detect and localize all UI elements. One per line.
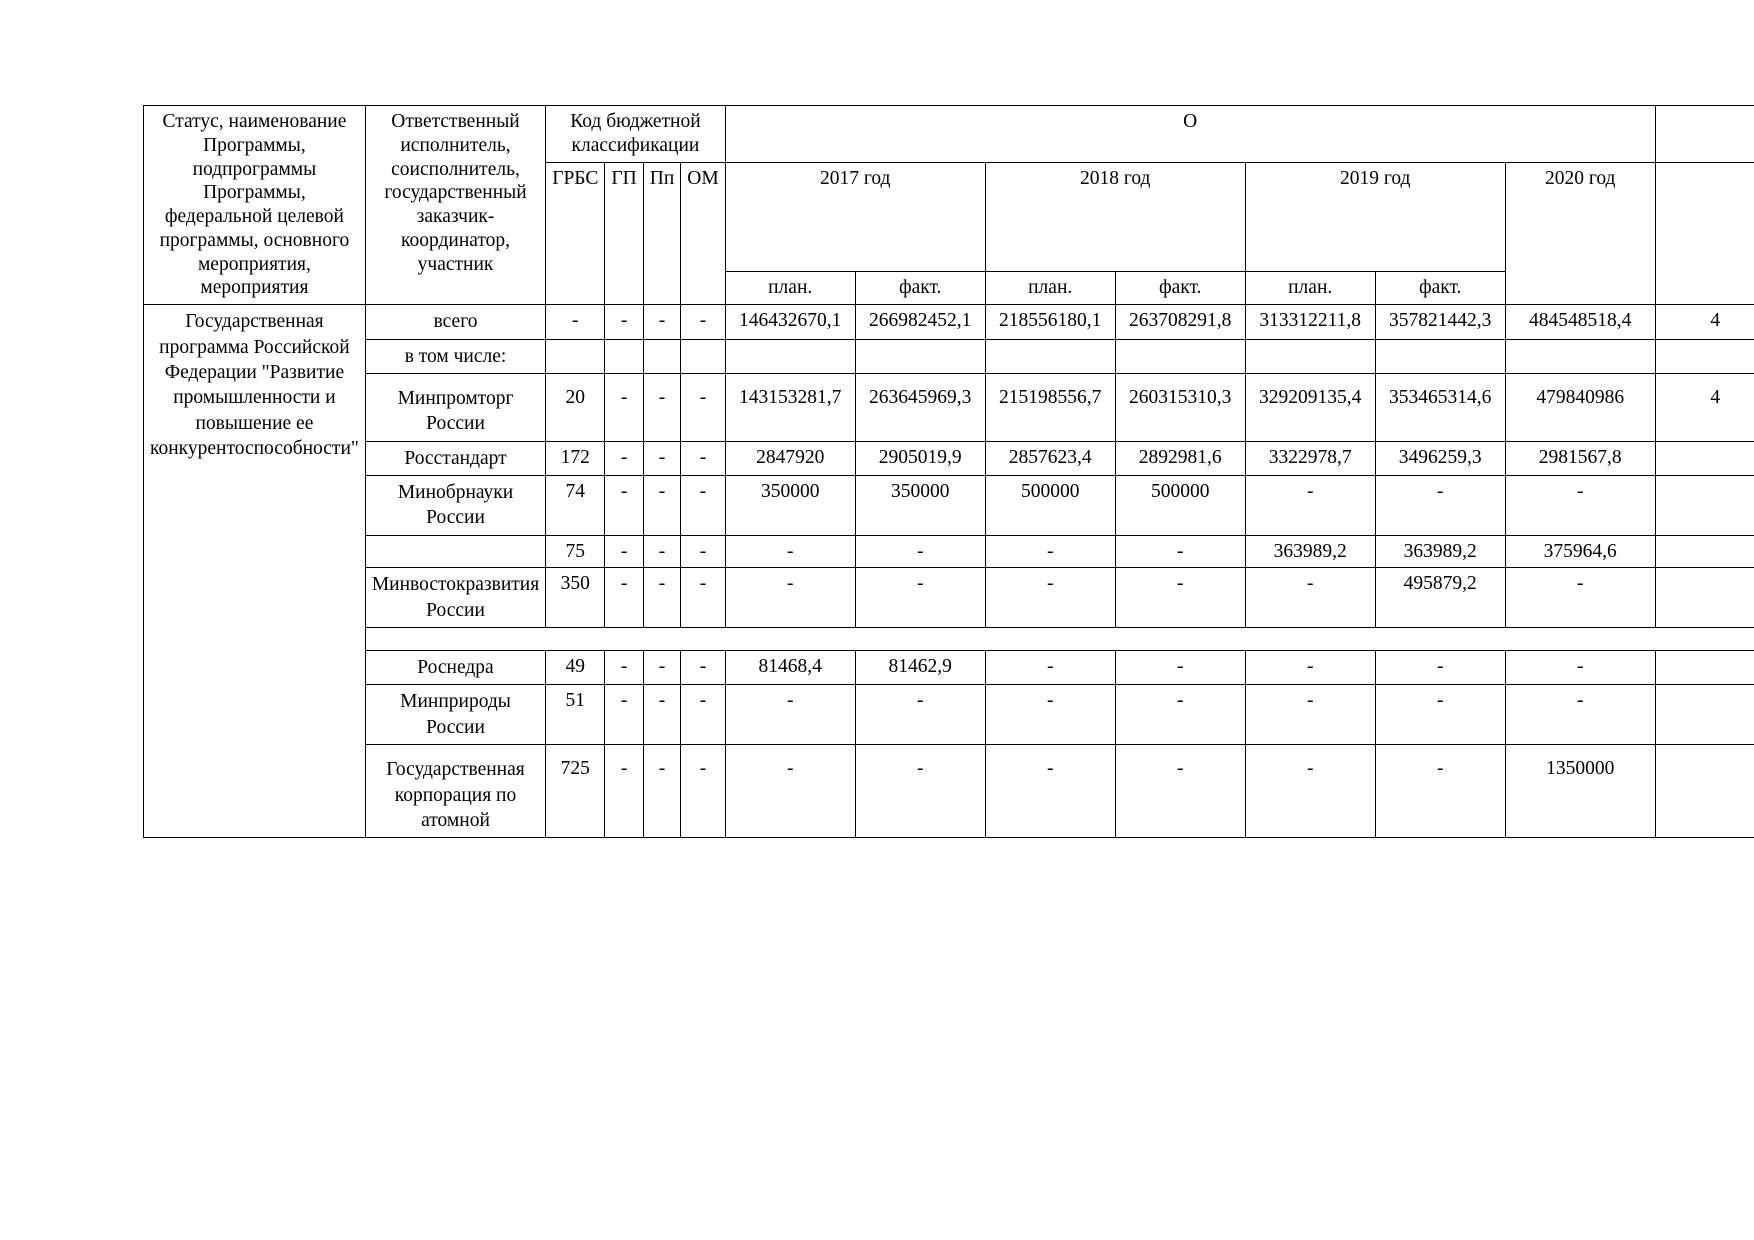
budget-table-container <box>143 105 1754 838</box>
cell-2019-fact: - <box>1375 475 1505 535</box>
cell-2018-plan: 215198556,7 <box>985 373 1115 441</box>
cell-2018-fact: 260315310,3 <box>1115 373 1245 441</box>
cell-2017-plan: - <box>725 745 855 838</box>
cell-executor: Минприроды России <box>365 685 545 745</box>
cell-tail <box>1655 535 1754 568</box>
cell-tail <box>1655 745 1754 838</box>
cell-2019-plan: 313312211,8 <box>1245 305 1375 339</box>
cell-executor: Минпромторг России <box>365 373 545 441</box>
cell-executor: Минобрнауки России <box>365 475 545 535</box>
cell-2017-plan: - <box>725 568 855 628</box>
cell-tail <box>1655 685 1754 745</box>
cell-2019-fact: - <box>1375 745 1505 838</box>
cell-2019-plan: - <box>1245 475 1375 535</box>
cell-2019-plan: - <box>1245 651 1375 685</box>
cell-2018-plan: - <box>985 568 1115 628</box>
cell-2020: 484548518,4 <box>1505 305 1655 339</box>
cell-2017-plan: 143153281,7 <box>725 373 855 441</box>
header-executor: Ответственный исполнитель, соисполнитель, государственный заказчик-координатор, участник <box>365 106 545 305</box>
table-row <box>144 745 1754 838</box>
cell-2017-fact: 263645969,3 <box>855 373 985 441</box>
cell-2017-plan <box>725 339 855 373</box>
cell-om <box>681 339 725 373</box>
cell-om: - <box>681 305 725 339</box>
cell-2019-plan: 363989,2 <box>1245 535 1375 568</box>
cell-2018-plan: - <box>985 535 1115 568</box>
cell-om: - <box>681 441 725 475</box>
cell-gp: - <box>605 745 643 838</box>
cell-program-status: Государственная программа Российской Федерации "Развитие промышленности и повышение ее конкурентоспособности" <box>144 305 366 838</box>
cell-tail: 4 <box>1655 305 1754 339</box>
header-year-2018: 2018 год <box>985 162 1245 272</box>
cell-om: - <box>681 685 725 745</box>
cell-gp: - <box>605 305 643 339</box>
cell-executor: всего <box>365 305 545 339</box>
header-spend-title-tail <box>1655 106 1754 163</box>
cell-2017-fact: 350000 <box>855 475 985 535</box>
cell-grbs: 74 <box>546 475 605 535</box>
cell-grbs <box>546 339 605 373</box>
cell-gp: - <box>605 568 643 628</box>
cell-pp: - <box>643 535 681 568</box>
table-row <box>144 651 1754 685</box>
cell-executor <box>365 535 545 568</box>
header-2017-fact: факт. <box>855 272 985 305</box>
cell-pp <box>643 339 681 373</box>
cell-grbs: 172 <box>546 441 605 475</box>
cell-executor: Государственная корпорация по атомной <box>365 745 545 838</box>
cell-pp: - <box>643 685 681 745</box>
cell-tail <box>1655 568 1754 628</box>
cell-2019-plan <box>1245 339 1375 373</box>
cell-om: - <box>681 535 725 568</box>
cell-2020 <box>1505 339 1655 373</box>
header-year-2019: 2019 год <box>1245 162 1505 272</box>
cell-2017-plan: - <box>725 535 855 568</box>
cell-2017-plan: 146432670,1 <box>725 305 855 339</box>
table-row <box>144 535 1754 568</box>
cell-tail <box>1655 441 1754 475</box>
cell-2020: 479840986 <box>1505 373 1655 441</box>
header-2018-plan: план. <box>985 272 1115 305</box>
cell-tail: 4 <box>1655 373 1754 441</box>
cell-2018-plan: - <box>985 745 1115 838</box>
table-row <box>144 373 1754 441</box>
spacer-cell <box>365 628 1754 651</box>
cell-pp: - <box>643 651 681 685</box>
cell-2019-fact: 353465314,6 <box>1375 373 1505 441</box>
cell-2020: 375964,6 <box>1505 535 1655 568</box>
cell-grbs: 75 <box>546 535 605 568</box>
cell-grbs: 725 <box>546 745 605 838</box>
cell-2019-fact: - <box>1375 685 1505 745</box>
cell-gp: - <box>605 441 643 475</box>
cell-2019-fact: 363989,2 <box>1375 535 1505 568</box>
cell-2017-plan: 350000 <box>725 475 855 535</box>
cell-2018-fact <box>1115 339 1245 373</box>
cell-2017-fact <box>855 339 985 373</box>
cell-2020: 1350000 <box>1505 745 1655 838</box>
cell-2019-plan: 329209135,4 <box>1245 373 1375 441</box>
cell-om: - <box>681 475 725 535</box>
cell-executor: Росстандарт <box>365 441 545 475</box>
cell-executor: в том числе: <box>365 339 545 373</box>
cell-2018-plan <box>985 339 1115 373</box>
cell-tail <box>1655 339 1754 373</box>
cell-2017-plan: - <box>725 685 855 745</box>
cell-2017-fact: - <box>855 535 985 568</box>
table-row <box>144 441 1754 475</box>
cell-2019-fact: 495879,2 <box>1375 568 1505 628</box>
cell-2018-fact: 500000 <box>1115 475 1245 535</box>
header-spend-title: О <box>725 106 1655 163</box>
cell-2019-fact <box>1375 339 1505 373</box>
cell-grbs: 350 <box>546 568 605 628</box>
header-2017-plan: план. <box>725 272 855 305</box>
cell-2019-plan: - <box>1245 568 1375 628</box>
cell-2018-plan: 500000 <box>985 475 1115 535</box>
header-year-2017: 2017 год <box>725 162 985 272</box>
cell-om: - <box>681 373 725 441</box>
cell-2018-plan: - <box>985 651 1115 685</box>
cell-pp: - <box>643 745 681 838</box>
cell-2018-fact: - <box>1115 685 1245 745</box>
cell-2017-fact: - <box>855 568 985 628</box>
cell-2018-fact: - <box>1115 535 1245 568</box>
cell-2018-fact: 263708291,8 <box>1115 305 1245 339</box>
table-row <box>144 475 1754 535</box>
cell-2018-plan: - <box>985 685 1115 745</box>
cell-gp: - <box>605 535 643 568</box>
header-kbk-title: Код бюджетной классификации <box>546 106 726 163</box>
cell-2020: - <box>1505 475 1655 535</box>
budget-table <box>143 105 1754 838</box>
cell-2020: - <box>1505 651 1655 685</box>
cell-grbs: 49 <box>546 651 605 685</box>
cell-2019-fact: 3496259,3 <box>1375 441 1505 475</box>
table-header <box>144 106 1754 305</box>
cell-2018-fact: - <box>1115 745 1245 838</box>
header-2018-fact: факт. <box>1115 272 1245 305</box>
cell-2019-plan: - <box>1245 685 1375 745</box>
cell-2019-plan: 3322978,7 <box>1245 441 1375 475</box>
cell-2017-plan: 2847920 <box>725 441 855 475</box>
cell-pp: - <box>643 441 681 475</box>
cell-gp: - <box>605 373 643 441</box>
cell-pp: - <box>643 568 681 628</box>
cell-pp: - <box>643 475 681 535</box>
cell-om: - <box>681 745 725 838</box>
cell-gp <box>605 339 643 373</box>
cell-2017-fact: - <box>855 745 985 838</box>
table-body <box>144 305 1754 838</box>
table-row <box>144 685 1754 745</box>
cell-2020: - <box>1505 685 1655 745</box>
cell-tail <box>1655 475 1754 535</box>
cell-pp: - <box>643 305 681 339</box>
cell-grbs: - <box>546 305 605 339</box>
cell-2019-fact: 357821442,3 <box>1375 305 1505 339</box>
cell-2018-fact: 2892981,6 <box>1115 441 1245 475</box>
cell-2017-plan: 81468,4 <box>725 651 855 685</box>
header-kbk-grbs: ГРБС <box>546 162 605 305</box>
header-2019-fact: факт. <box>1375 272 1505 305</box>
cell-om: - <box>681 651 725 685</box>
header-kbk-pp: Пп <box>643 162 681 305</box>
cell-2017-fact: 81462,9 <box>855 651 985 685</box>
cell-grbs: 20 <box>546 373 605 441</box>
cell-gp: - <box>605 651 643 685</box>
cell-2019-plan: - <box>1245 745 1375 838</box>
header-status: Статус, наименование Программы, подпрограммы Программы, федеральной целевой программы, основного мероприятия, мероприятия <box>144 106 366 305</box>
cell-executor: Минвостокразвития России <box>365 568 545 628</box>
table-row <box>144 568 1754 628</box>
cell-2020: 2981567,8 <box>1505 441 1655 475</box>
cell-executor: Роснедра <box>365 651 545 685</box>
cell-tail <box>1655 651 1754 685</box>
header-2019-plan: план. <box>1245 272 1375 305</box>
table-row <box>144 305 1754 339</box>
cell-2018-fact: - <box>1115 651 1245 685</box>
cell-2017-fact: 266982452,1 <box>855 305 985 339</box>
cell-gp: - <box>605 685 643 745</box>
cell-2018-plan: 2857623,4 <box>985 441 1115 475</box>
cell-2018-fact: - <box>1115 568 1245 628</box>
row-spacer <box>144 628 1754 651</box>
cell-om: - <box>681 568 725 628</box>
cell-2020: - <box>1505 568 1655 628</box>
cell-2017-fact: 2905019,9 <box>855 441 985 475</box>
header-kbk-om: ОМ <box>681 162 725 305</box>
cell-2018-plan: 218556180,1 <box>985 305 1115 339</box>
cell-2019-fact: - <box>1375 651 1505 685</box>
cell-gp: - <box>605 475 643 535</box>
cell-pp: - <box>643 373 681 441</box>
header-year-tail <box>1655 162 1754 305</box>
header-kbk-gp: ГП <box>605 162 643 305</box>
table-row <box>144 339 1754 373</box>
cell-grbs: 51 <box>546 685 605 745</box>
header-year-2020: 2020 год <box>1505 162 1655 305</box>
cell-2017-fact: - <box>855 685 985 745</box>
header-row-1 <box>144 106 1754 163</box>
